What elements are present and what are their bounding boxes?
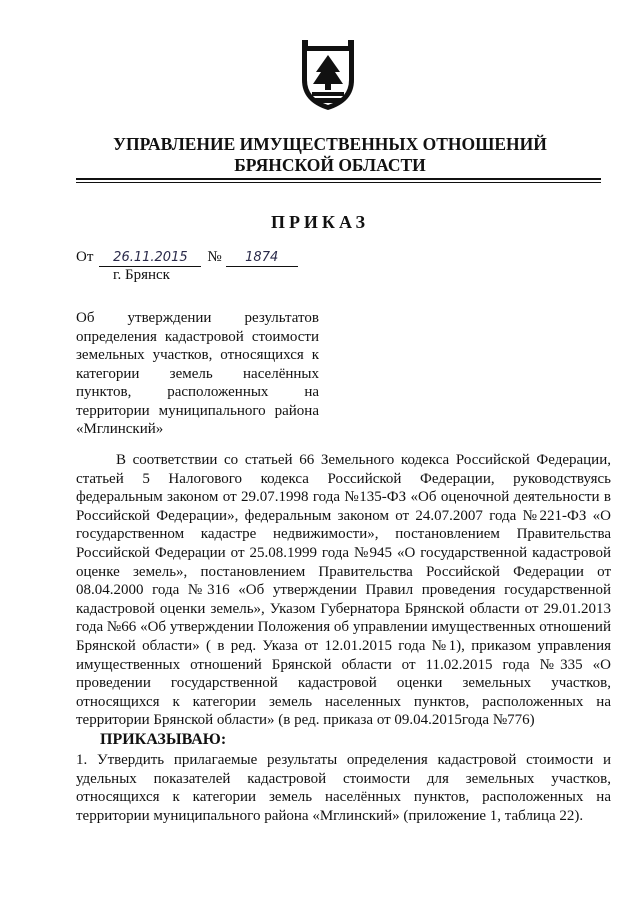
subject-line: пунктов, расположенных на	[76, 384, 319, 400]
subject-line: «Мглинский»	[76, 421, 164, 437]
number-prefix: №	[207, 249, 222, 265]
date-number-line	[76, 249, 298, 267]
order-heading: ПРИКАЗЫВАЮ:	[100, 731, 227, 748]
date-prefix: От	[76, 249, 94, 265]
subject-line: Об утверждении результатов	[76, 310, 319, 326]
subject-line: категории земель населённых	[76, 365, 319, 382]
subject-block	[76, 309, 319, 439]
city: г. Брянск	[113, 267, 170, 283]
preamble-paragraph: В соответствии со статьей 66 Земельного кодекса Российской Федерации, статьей 5 Налогового кодекса Российской Федерации, руководствуясь федеральным законом от 29.07.1998 года №135-ФЗ «Об оценочной деятельности в Российской Федерации», федеральным законом от 24.07.2007 года №221-ФЗ «О государственном кадастре недвижимости», постановлением Правительства Российской Федерации от 25.08.1999 года №945 «О государственной кадастровой оценке земель», постановлением Правительства Российской Федерации от 08.04.2000 года №316 «Об утверждении Правил проведения государственной кадастровой оценки земель», Указом Губернатора Брянской области от 29.01.2013 года №66 «Об утверждении Положения об управлении имущественных отношений Брянской области» ( в ред. Указа от 12.01.2015 года №1), приказом управления имущественных отношений Брянской области от 11.02.2015 года №335 «О проведении государственной кадастровой оценки земельных участков, относящихся к категории земель населенных пунктов, расположенных на территории Брянской области» (в ред. приказа от 09.04.2015года №776)	[76, 452, 611, 729]
org-line-1: УПРАВЛЕНИЕ ИМУЩЕСТВЕННЫХ ОТНОШЕНИЙ	[113, 134, 547, 154]
order-item-1: 1. Утвердить прилагаемые результаты определения кадастровой стоимости и удельных показателей кадастровой стоимости для земельных участков, относящихся к категории земель населённых пунктов, расположенных на территории муниципального района «Мглинский» (приложение 1, таблица 22).	[76, 752, 611, 824]
header-rule-thick	[76, 178, 601, 180]
coat-of-arms-icon	[298, 40, 358, 112]
header-rule-thin	[76, 182, 601, 183]
subject-line: земельных участков, относящихся к	[76, 347, 319, 363]
subject-line: определения кадастровой стоимости	[76, 328, 319, 345]
organization-name	[60, 134, 600, 176]
subject-line: территории муниципального района	[76, 402, 319, 419]
handwritten-number: 1874	[226, 249, 298, 267]
handwritten-date: 26.11.2015	[99, 249, 201, 267]
org-line-2: БРЯНСКОЙ ОБЛАСТИ	[234, 155, 426, 175]
document-title: ПРИКАЗ	[270, 212, 370, 232]
